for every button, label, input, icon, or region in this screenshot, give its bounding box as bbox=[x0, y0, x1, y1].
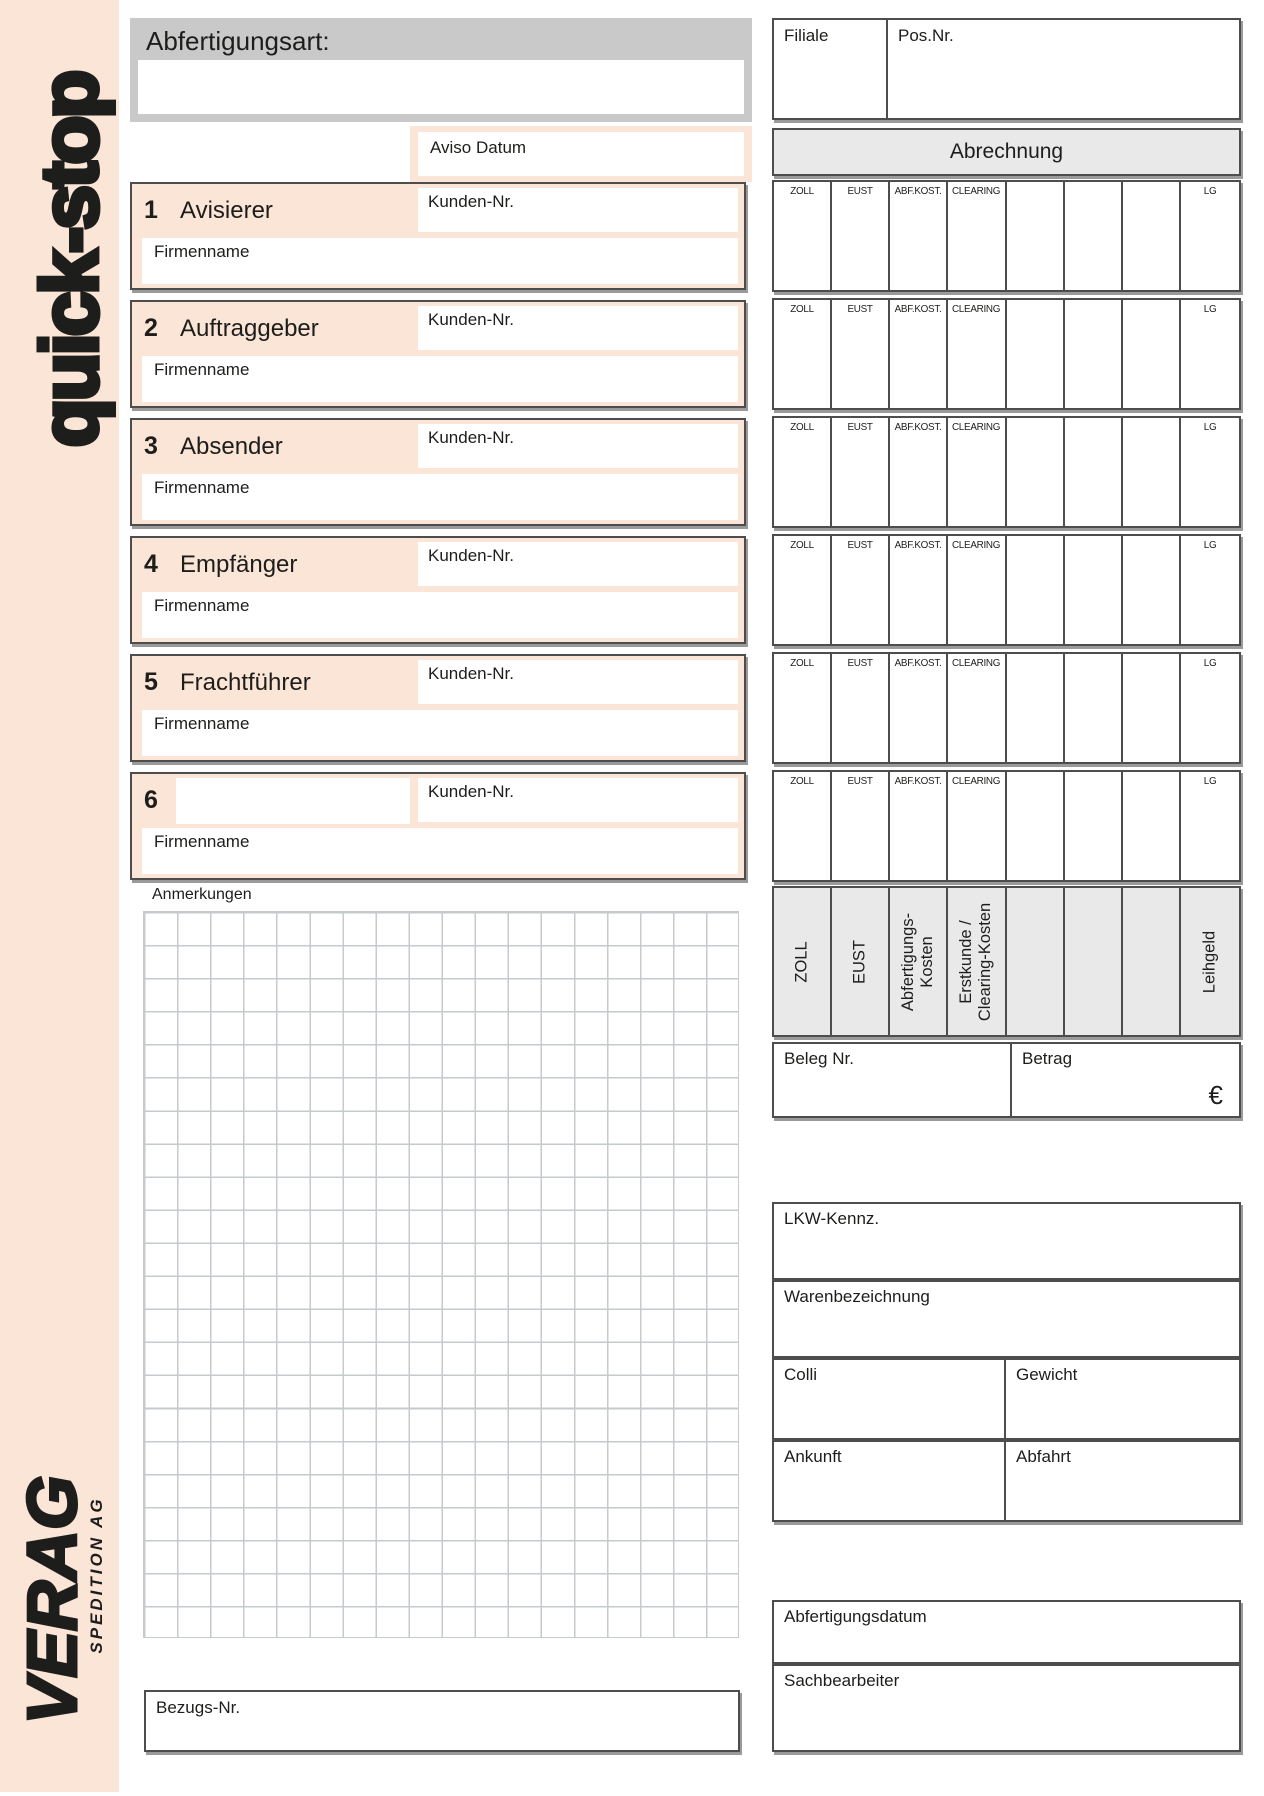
beleg-nr-label: Beleg Nr. bbox=[784, 1049, 854, 1068]
abrechnung-totals-row bbox=[772, 886, 1241, 1037]
totals-cell-eust[interactable] bbox=[832, 888, 890, 1035]
abrechnung-cell-clearing[interactable] bbox=[948, 772, 1006, 880]
abrechnung-cell-lg[interactable] bbox=[1181, 418, 1239, 526]
abfertigungsdatum-label: Abfertigungsdatum bbox=[784, 1607, 927, 1626]
euro-currency-symbol: € bbox=[1208, 1080, 1223, 1110]
section-six bbox=[130, 772, 746, 880]
abrechnung-cell-eust[interactable] bbox=[832, 182, 890, 290]
abrechnung-cell-blank[interactable] bbox=[1065, 182, 1123, 290]
col-header: ABF.KOST. bbox=[894, 303, 942, 315]
col-header: LG bbox=[1203, 775, 1217, 787]
posnr-label: Pos.Nr. bbox=[898, 26, 954, 45]
kunden-nr-field[interactable] bbox=[418, 778, 738, 822]
beleg-betrag-box bbox=[772, 1042, 1241, 1118]
aviso-datum-label: Aviso Datum bbox=[430, 138, 527, 157]
section-title: Avisierer bbox=[180, 197, 273, 224]
anmerkungen-label: Anmerkungen bbox=[152, 886, 252, 903]
abrechnung-cell-lg[interactable] bbox=[1181, 654, 1239, 762]
section-empfaenger bbox=[130, 536, 746, 644]
anmerkungen-grid-area[interactable] bbox=[143, 911, 739, 1638]
firmenname-label: Firmenname bbox=[154, 242, 250, 261]
abrechnung-cell-clearing[interactable] bbox=[948, 654, 1006, 762]
brand-company-logo: VERAG bbox=[13, 1475, 91, 1725]
col-header: LG bbox=[1203, 539, 1217, 551]
abrechnung-cell-clearing[interactable] bbox=[948, 418, 1006, 526]
firmenname-field[interactable] bbox=[142, 474, 738, 520]
col-header: EUST bbox=[847, 775, 873, 787]
abfahrt-label: Abfahrt bbox=[1016, 1447, 1071, 1466]
abrechnung-cell-blank[interactable] bbox=[1065, 418, 1123, 526]
abrechnung-cell-blank[interactable] bbox=[1065, 300, 1123, 408]
beleg-nr-field[interactable] bbox=[774, 1044, 1012, 1116]
kunden-nr-label: Kunden-Nr. bbox=[428, 428, 514, 447]
col-header: ABF.KOST. bbox=[894, 775, 942, 787]
abrechnung-cell-abfkost[interactable] bbox=[890, 654, 948, 762]
col-header: ZOLL bbox=[790, 775, 814, 787]
abrechnung-cell-eust[interactable] bbox=[832, 772, 890, 880]
abrechnung-cell-lg[interactable] bbox=[1181, 300, 1239, 408]
col-header: CLEARING bbox=[952, 185, 1001, 197]
col-header: LG bbox=[1203, 657, 1217, 669]
colli-gewicht-row bbox=[772, 1358, 1241, 1440]
col-header: EUST bbox=[847, 539, 873, 551]
brand-company-subtitle: SPEDITION AG bbox=[87, 1496, 106, 1654]
colli-label: Colli bbox=[784, 1365, 818, 1384]
totals-cell-zoll[interactable] bbox=[774, 888, 832, 1035]
section-number: 6 bbox=[144, 786, 158, 814]
abrechnung-cell-lg[interactable] bbox=[1181, 182, 1239, 290]
abrechnung-cell-blank[interactable] bbox=[1123, 182, 1181, 290]
sachbearbeiter-field[interactable] bbox=[772, 1664, 1241, 1752]
section-number: 1 bbox=[144, 196, 158, 224]
kunden-nr-field[interactable] bbox=[418, 424, 738, 468]
col-header: ABF.KOST. bbox=[894, 539, 942, 551]
abrechnung-cell-blank[interactable] bbox=[1007, 772, 1065, 880]
section-frachtfuehrer bbox=[130, 654, 746, 762]
abrechnung-cell-abfkost[interactable] bbox=[890, 418, 948, 526]
section-title: Absender bbox=[180, 433, 283, 460]
col-header: LG bbox=[1203, 185, 1217, 197]
abrechnung-cell-clearing[interactable] bbox=[948, 182, 1006, 290]
abrechnung-cell-eust[interactable] bbox=[832, 300, 890, 408]
col-header: CLEARING bbox=[952, 421, 1001, 433]
col-header: EUST bbox=[847, 421, 873, 433]
abrechnung-cell-clearing[interactable] bbox=[948, 300, 1006, 408]
firmenname-label: Firmenname bbox=[154, 360, 250, 379]
abrechnung-cell-lg[interactable] bbox=[1181, 772, 1239, 880]
kunden-nr-label: Kunden-Nr. bbox=[428, 782, 514, 801]
kunden-nr-field[interactable] bbox=[418, 542, 738, 586]
firmenname-field[interactable] bbox=[142, 356, 738, 402]
totals-cell-leihgeld[interactable] bbox=[1181, 888, 1239, 1035]
abrechnung-row-3 bbox=[772, 416, 1241, 528]
section-number: 2 bbox=[144, 314, 158, 342]
kunden-nr-field[interactable] bbox=[418, 188, 738, 232]
ankunft-abfahrt-row bbox=[772, 1440, 1241, 1522]
abrechnung-header bbox=[772, 128, 1241, 176]
abrechnung-cell-zoll[interactable] bbox=[774, 300, 832, 408]
abfertigungsart-block bbox=[130, 18, 752, 122]
abrechnung-row-1 bbox=[772, 180, 1241, 292]
section-avisierer bbox=[130, 182, 746, 290]
abrechnung-cell-lg[interactable] bbox=[1181, 536, 1239, 644]
totals-cell-blank[interactable] bbox=[1065, 888, 1123, 1035]
abrechnung-cell-clearing[interactable] bbox=[948, 536, 1006, 644]
abrechnung-cell-blank[interactable] bbox=[1007, 654, 1065, 762]
abrechnung-row-2 bbox=[772, 298, 1241, 410]
abrechnung-cell-zoll[interactable] bbox=[774, 772, 832, 880]
section-auftraggeber bbox=[130, 300, 746, 408]
abrechnung-cell-blank[interactable] bbox=[1123, 654, 1181, 762]
posnr-field[interactable] bbox=[888, 20, 1239, 118]
firmenname-field[interactable] bbox=[142, 592, 738, 638]
section-number: 5 bbox=[144, 668, 158, 696]
sidebar bbox=[0, 0, 119, 1792]
abfertigungsdatum-field[interactable] bbox=[772, 1600, 1241, 1664]
aviso-datum-input[interactable] bbox=[418, 132, 744, 176]
col-header: LG bbox=[1203, 303, 1217, 315]
rotated-label: Erstkunde / Clearing-Kosten bbox=[957, 902, 995, 1021]
section-number: 3 bbox=[144, 432, 158, 460]
abrechnung-cell-blank[interactable] bbox=[1123, 772, 1181, 880]
abrechnung-title: Abrechnung bbox=[949, 140, 1064, 163]
abrechnung-cell-blank[interactable] bbox=[1065, 536, 1123, 644]
warenbezeichnung-field[interactable] bbox=[772, 1280, 1241, 1358]
bezugs-nr-field[interactable] bbox=[144, 1690, 740, 1752]
firmenname-label: Firmenname bbox=[154, 596, 250, 615]
totals-cell-clearingkosten[interactable] bbox=[948, 888, 1006, 1035]
col-header: ABF.KOST. bbox=[894, 421, 942, 433]
firmenname-field[interactable] bbox=[142, 710, 738, 756]
col-header: ZOLL bbox=[790, 303, 814, 315]
col-header: CLEARING bbox=[952, 303, 1001, 315]
section-six-name-field[interactable] bbox=[176, 778, 410, 824]
rotated-label: Leihgeld bbox=[1200, 930, 1219, 993]
col-header: ZOLL bbox=[790, 539, 814, 551]
abrechnung-row-6 bbox=[772, 770, 1241, 882]
col-header: CLEARING bbox=[952, 539, 1001, 551]
abrechnung-cell-abfkost[interactable] bbox=[890, 300, 948, 408]
abrechnung-cell-blank[interactable] bbox=[1065, 654, 1123, 762]
abrechnung-cell-blank[interactable] bbox=[1007, 182, 1065, 290]
filiale-field[interactable] bbox=[774, 20, 888, 118]
col-header: ABF.KOST. bbox=[894, 657, 942, 669]
col-header: EUST bbox=[847, 303, 873, 315]
abrechnung-cell-blank[interactable] bbox=[1123, 418, 1181, 526]
rotated-label: ZOLL bbox=[792, 940, 811, 983]
betrag-label: Betrag bbox=[1022, 1049, 1073, 1068]
abrechnung-cell-blank[interactable] bbox=[1123, 536, 1181, 644]
abrechnung-cell-zoll[interactable] bbox=[774, 654, 832, 762]
col-header: ZOLL bbox=[790, 657, 814, 669]
abrechnung-cell-abfkost[interactable] bbox=[890, 182, 948, 290]
col-header: CLEARING bbox=[952, 775, 1001, 787]
section-absender bbox=[130, 418, 746, 526]
gewicht-label: Gewicht bbox=[1016, 1365, 1078, 1384]
gewicht-field[interactable] bbox=[1006, 1360, 1239, 1438]
abrechnung-cell-abfkost[interactable] bbox=[890, 772, 948, 880]
section-title: Frachtführer bbox=[180, 669, 311, 696]
totals-cell-blank[interactable] bbox=[1007, 888, 1065, 1035]
rotated-label: EUST bbox=[850, 939, 869, 984]
col-header: ZOLL bbox=[790, 421, 814, 433]
lkw-kennz-field[interactable] bbox=[772, 1202, 1241, 1280]
totals-cell-blank[interactable] bbox=[1123, 888, 1181, 1035]
section-number: 4 bbox=[144, 550, 158, 578]
firmenname-label: Firmenname bbox=[154, 714, 250, 733]
col-header: CLEARING bbox=[952, 657, 1001, 669]
filiale-label: Filiale bbox=[784, 26, 829, 45]
firmenname-field[interactable] bbox=[142, 238, 738, 284]
sachbearbeiter-label: Sachbearbeiter bbox=[784, 1671, 900, 1690]
kunden-nr-label: Kunden-Nr. bbox=[428, 546, 514, 565]
abfertigungsart-input[interactable] bbox=[138, 60, 744, 114]
col-header: EUST bbox=[847, 185, 873, 197]
col-header: ZOLL bbox=[790, 185, 814, 197]
betrag-field[interactable] bbox=[1012, 1044, 1239, 1116]
kunden-nr-field[interactable] bbox=[418, 306, 738, 350]
col-header: EUST bbox=[847, 657, 873, 669]
col-header: ABF.KOST. bbox=[894, 185, 942, 197]
brand-product-logo: quick-stop bbox=[25, 72, 114, 448]
firmenname-label: Firmenname bbox=[154, 832, 250, 851]
filiale-posnr-box bbox=[772, 18, 1241, 120]
abrechnung-cell-abfkost[interactable] bbox=[890, 536, 948, 644]
abfahrt-field[interactable] bbox=[1006, 1442, 1239, 1520]
abrechnung-cell-blank[interactable] bbox=[1007, 536, 1065, 644]
abfertigungsart-label: Abfertigungsart: bbox=[146, 26, 330, 56]
abrechnung-cell-blank[interactable] bbox=[1123, 300, 1181, 408]
firmenname-field[interactable] bbox=[142, 828, 738, 874]
abrechnung-row-4 bbox=[772, 534, 1241, 646]
section-title: Auftraggeber bbox=[180, 315, 319, 342]
ankunft-field[interactable] bbox=[774, 1442, 1006, 1520]
bezugs-nr-label: Bezugs-Nr. bbox=[156, 1698, 241, 1717]
totals-cell-abfertigungskosten[interactable] bbox=[890, 888, 948, 1035]
abrechnung-row-5 bbox=[772, 652, 1241, 764]
kunden-nr-label: Kunden-Nr. bbox=[428, 664, 514, 683]
warenbezeichnung-label: Warenbezeichnung bbox=[784, 1287, 930, 1306]
kunden-nr-label: Kunden-Nr. bbox=[428, 192, 514, 211]
ankunft-label: Ankunft bbox=[784, 1447, 842, 1466]
abrechnung-cell-blank[interactable] bbox=[1065, 772, 1123, 880]
kunden-nr-label: Kunden-Nr. bbox=[428, 310, 514, 329]
abrechnung-cell-eust[interactable] bbox=[832, 536, 890, 644]
aviso-datum-block bbox=[410, 126, 752, 182]
abrechnung-cell-eust[interactable] bbox=[832, 654, 890, 762]
abrechnung-cell-zoll[interactable] bbox=[774, 536, 832, 644]
rotated-label: Abfertigungs-Kosten bbox=[899, 912, 937, 1011]
col-header: LG bbox=[1203, 421, 1217, 433]
abrechnung-cell-blank[interactable] bbox=[1007, 418, 1065, 526]
kunden-nr-field[interactable] bbox=[418, 660, 738, 704]
section-title: Empfänger bbox=[180, 551, 298, 578]
lkw-kennz-label: LKW-Kennz. bbox=[784, 1209, 880, 1228]
abrechnung-cell-blank[interactable] bbox=[1007, 300, 1065, 408]
colli-field[interactable] bbox=[774, 1360, 1006, 1438]
abrechnung-cell-eust[interactable] bbox=[832, 418, 890, 526]
abrechnung-cell-zoll[interactable] bbox=[774, 418, 832, 526]
firmenname-label: Firmenname bbox=[154, 478, 250, 497]
abrechnung-cell-zoll[interactable] bbox=[774, 182, 832, 290]
